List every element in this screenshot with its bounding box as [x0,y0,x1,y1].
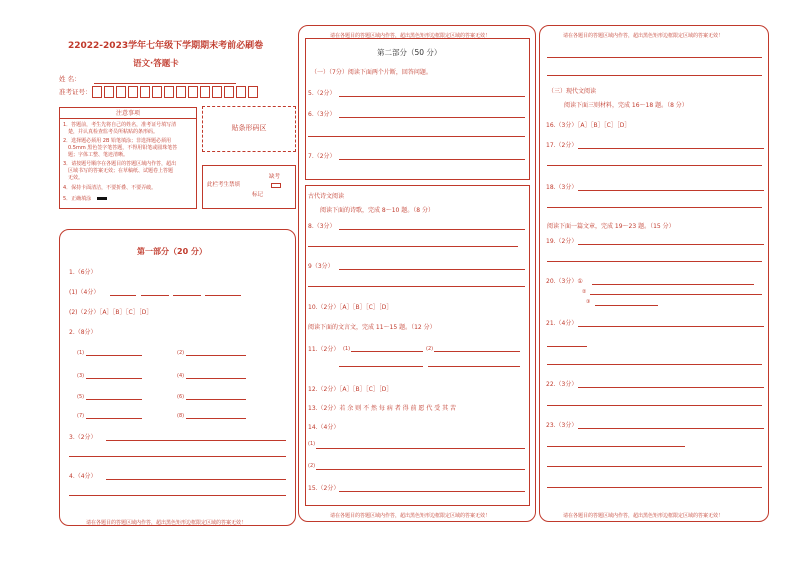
q9-label: 9（3分） [308,263,334,270]
notice-box [59,107,197,209]
q2-blank[interactable] [186,378,246,379]
q2-blank[interactable] [86,399,142,400]
q8-label: 8.（3分） [308,223,336,230]
absent-label: 此栏考生禁填 [207,182,241,188]
section3-intro1: 阅读下面三则材料，完成 16～18 题。（8 分） [564,102,688,109]
q2-item-label: (2) [177,350,185,356]
q15-label: 15.（2分） [308,485,340,492]
notice-item: 2．选择题必须用 2B 铅笔填涂；非选择题必须用 [63,138,171,144]
q1-label: 1.（6分） [69,269,97,276]
q9-blank[interactable] [308,286,525,287]
q11-blank[interactable] [428,366,520,367]
q20-blank[interactable] [590,294,762,295]
q20-blank[interactable] [592,284,754,285]
q11-blank[interactable] [434,351,520,352]
q14-b-label: (2) [308,463,316,469]
poem-title: 古代诗文阅读 [308,193,345,200]
notice-item: 题；字体工整、笔迹清晰。 [68,152,129,158]
q23-blank[interactable] [547,446,685,447]
q2-item-label: (1) [77,350,85,356]
q14-a-label: (1) [308,441,316,447]
q4-blank[interactable] [106,479,286,480]
continuation-blank[interactable] [547,75,762,76]
q2-item-label: (5) [77,394,85,400]
q21-blank[interactable] [578,326,764,327]
q18-blank[interactable] [547,207,762,208]
column2-warning-top: 请在各题目的答题区域内作答，超出黑色矩形边框限定区域的答案无效！ [330,33,491,39]
q1-2-choices[interactable]: (2)（2分）［A］［B］［C］［D］ [69,309,153,316]
q20-b-label: ② [582,289,587,295]
q21-label: 21.（4分） [546,320,578,327]
notice-item: 5．正确填涂 [63,196,92,202]
q14-label: 14.（4分） [308,424,340,431]
q2-blank[interactable] [186,399,246,400]
q8-blank[interactable] [339,229,525,230]
q20-extra[interactable] [595,305,658,306]
q12-choices[interactable]: 12.（2分）［A］［B］［C］［D］ [308,386,393,393]
q3-label: 3.（2分） [69,434,97,441]
ticket-label: 准考证号： [59,88,92,96]
part2-title: 第二部分（50 分） [377,48,442,57]
q2-item-label: (7) [77,413,85,419]
absent-box [202,165,296,209]
q17-blank[interactable] [578,148,764,149]
q23-blank[interactable] [578,428,764,429]
q19-label: 19.（2分） [546,238,578,245]
absent-checkbox[interactable] [271,183,281,188]
exam-title: 22022-2023学年七年级下学期期末考前必刷卷 [68,41,264,51]
q22-blank[interactable] [547,405,762,406]
q23-label: 23.（3分） [546,422,578,429]
q11-blank[interactable] [339,366,423,367]
notice-item: 0.5mm 黑色签字笔答题，不得用铅笔或圆珠笔答 [68,145,178,151]
continuation-blank[interactable] [547,57,762,58]
q1-1-blank[interactable] [110,295,136,296]
q19-blank[interactable] [578,244,764,245]
q10-choices[interactable]: 10.（2分）［A］［B］［C］［D］ [308,304,393,311]
name-field[interactable] [94,83,236,84]
column2-warning-bottom: 请在各题目的答题区域内作答，超出黑色矩形边框限定区域的答案无效！ [330,513,491,519]
part1-title: 第一部分（20 分） [137,247,207,256]
q4-label: 4.（4分） [69,473,97,480]
column3-warning-bottom: 请在各题目的答题区域内作答，超出黑色矩形边框限定区域的答案无效！ [563,513,724,519]
notice-item-5 [63,196,107,202]
q20-c-label-hidden: ③ [586,299,591,305]
q6-blank[interactable] [308,136,525,137]
mark-label: 标记 [252,192,264,198]
q23-blank[interactable] [547,487,762,488]
notice-item: 3．请按题号顺序在各题目的答题区域内作答，超出 [63,161,177,167]
q2-blank[interactable] [86,418,142,419]
filled-mark-sample-icon [97,197,107,200]
notice-item: 1．答题前，考生先将自己的姓名，准考证号填写清 [63,122,177,128]
notice-item: 4．保持卡面清洁，不要折叠、不要弄破。 [63,185,157,191]
q21-blank[interactable] [547,364,762,365]
q7-blank[interactable] [339,159,525,160]
q6-label: 6.（3分） [308,111,336,118]
q22-label: 22.（3分） [546,381,578,388]
q22-blank[interactable] [578,387,764,388]
absent-mark-label: 缺考 [269,174,281,180]
q2-item-label: (6) [177,394,185,400]
q23-blank[interactable] [547,466,762,467]
q19-blank[interactable] [547,261,762,262]
q18-label: 18.（3分） [546,184,578,191]
q11-blank[interactable] [351,351,423,352]
column1-warning: 请在各题目的答题区域内作答，超出黑色矩形边框限定区域的答案无效！ [86,520,247,526]
notice-title: 注意事项 [60,108,196,119]
q17-label: 17.（2分） [546,142,578,149]
q2-blank[interactable] [186,418,246,419]
q13-sentence[interactable]: 13.（2分）若 余 则 不 然 每 病 者 得 前 愿 代 受 其 苦 [308,405,457,412]
q2-blank[interactable] [86,355,142,356]
q11-a-label: (1) [343,346,351,352]
barcode-label: 贴条形码区 [231,124,267,132]
q11-b-label: (2) [426,346,434,352]
q5-label: 5.（2分） [308,90,336,97]
q5-blank[interactable] [339,96,525,97]
q2-label: 2.（8分） [69,329,97,336]
q4-blank[interactable] [69,495,286,496]
column3-warning-top: 请在各题目的答题区域内作答，超出黑色矩形边框限定区域的答案无效！ [563,33,724,39]
q21-blank[interactable] [547,346,587,347]
barcode-area [202,106,296,152]
q18-blank[interactable] [578,190,764,191]
q1-1-blank[interactable] [141,295,169,296]
q17-blank[interactable] [547,165,762,166]
q14-blank[interactable] [316,469,525,470]
q2-item-label: (3) [77,373,85,379]
column3-frame [539,25,769,522]
q15-blank[interactable] [339,491,525,492]
q1-1-blank[interactable] [205,295,241,296]
poem-intro: 阅读下面的诗歌，完成 8～10 题。（8 分） [320,207,434,214]
q1-1-blank[interactable] [173,295,201,296]
q20-label: 20.（3分）① [546,278,583,285]
section3-title: （三）现代文阅读 [548,88,597,95]
classical-intro: 阅读下面的文言文，完成 11～15 题。（12 分） [308,324,436,331]
q6-blank[interactable] [339,117,525,118]
section1-intro: （一）（7分）阅读下面两个片断，回答问题。 [311,69,432,76]
q7-label: 7.（2分） [308,153,336,160]
q8-blank[interactable] [308,246,518,247]
notice-item: 无效。 [68,175,84,181]
section3-intro2: 阅读下面一篇文章，完成 19～23 题。（15 分） [547,223,675,230]
q2-item-label: (4) [177,373,185,379]
notice-item: 区域书写的答案无效；在草稿纸、试题卷上答题 [68,168,174,174]
answer-card-subtitle: 语文·答题卡 [133,59,179,69]
q3-blank[interactable] [69,456,286,457]
q16-choices[interactable]: 16.（3分）［A］［B］［C］［D］ [546,122,631,129]
q2-blank[interactable] [186,355,246,356]
q3-blank[interactable] [106,440,286,441]
q2-item-label: (8) [177,413,185,419]
name-label: 姓 名： [59,75,81,83]
q1-1-label: (1)（4分） [69,289,100,296]
q9-blank[interactable] [339,269,525,270]
q14-blank[interactable] [316,448,525,449]
q2-blank[interactable] [86,378,142,379]
q11-label: 11.（2分） [308,346,340,353]
notice-item: 楚，并认真检查监考员所粘贴的条形码。 [68,129,159,135]
